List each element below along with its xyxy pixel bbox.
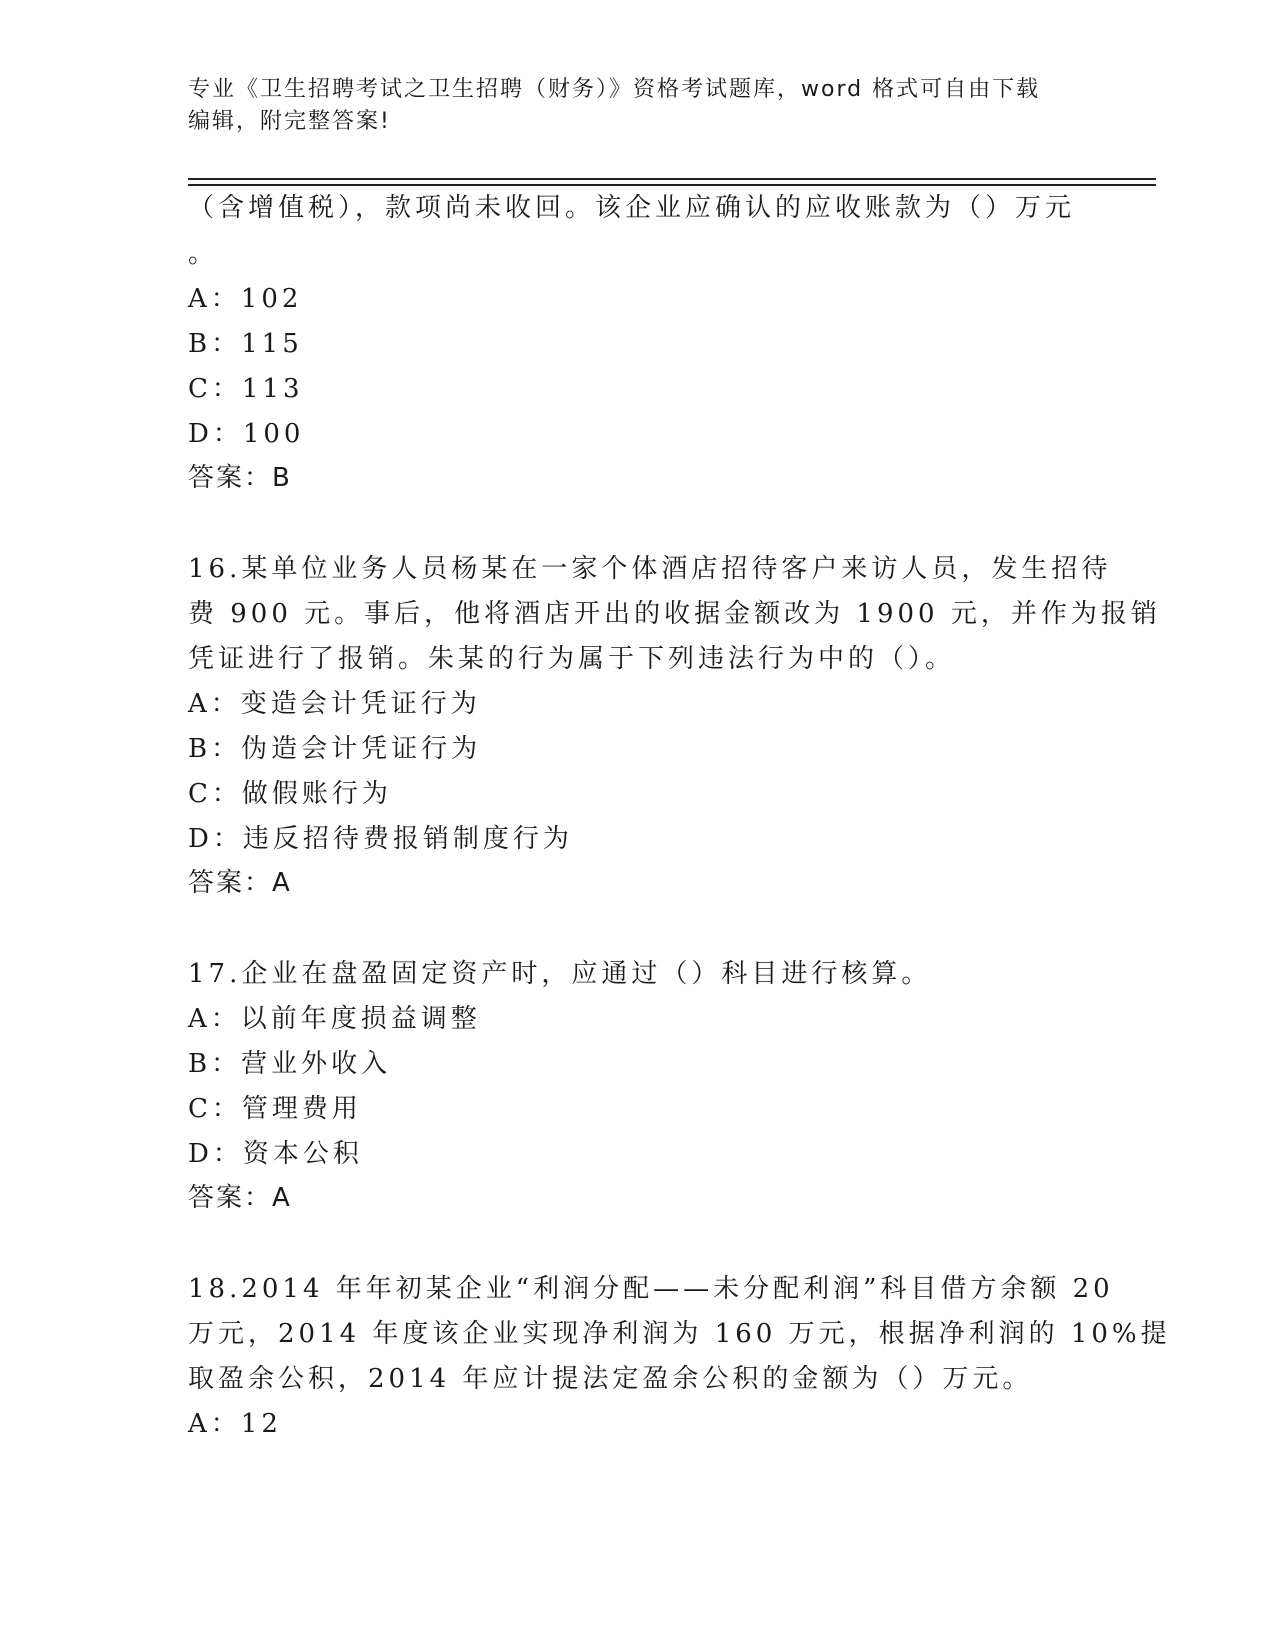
q17-option-c: C：管理费用 [188,1094,362,1124]
q17-option-b: B：营业外收入 [188,1049,392,1079]
q15-answer: 答案：B [188,463,292,493]
q18-stem-line-3: 取盈余公积，2014 年应计提法定盈余公积的金额为（）万元。 [188,1364,1033,1394]
q16-option-a: A：变造会计凭证行为 [188,689,481,719]
q16-stem-line-3: 凭证进行了报销。朱某的行为属于下列违法行为中的（）。 [188,644,956,674]
q15-option-d: D：100 [188,419,305,449]
header-divider-bottom [188,184,1156,186]
q18-option-a: A：12 [188,1409,282,1439]
header-line-1: 专业《卫生招聘考试之卫生招聘（财务）》资格考试题库，word 格式可自由下载 [188,77,1041,102]
q15-stem-line-2: 。 [188,239,219,269]
q16-option-d: D：违反招待费报销制度行为 [188,824,573,854]
document-header [188,74,1088,138]
q15-stem-line-1: （含增值税），款项尚未收回。该企业应确认的应收账款为（）万元 [188,193,1076,223]
header-divider-top [188,178,1156,180]
q16-option-c: C：做假账行为 [188,779,392,809]
q17-option-d: D：资本公积 [188,1139,363,1169]
q16-stem-line-1: 16.某单位业务人员杨某在一家个体酒店招待客户来访人员，发生招待 [188,554,1112,584]
q16-answer: 答案：A [188,868,292,898]
q18-stem-line-2: 万元，2014 年度该企业实现净利润为 160 万元，根据净利润的 10%提 [188,1319,1171,1349]
q17-stem-line-1: 17.企业在盘盈固定资产时，应通过（）科目进行核算。 [188,959,932,989]
q17-answer: 答案：A [188,1183,292,1213]
q18-stem-line-1: 18.2014 年年初某企业“利润分配——未分配利润”科目借方余额 20 [188,1274,1114,1304]
q16-stem-line-2: 费 900 元。事后，他将酒店开出的收据金额改为 1900 元，并作为报销 [188,599,1161,629]
header-line-2: 编辑，附完整答案! [188,109,391,134]
q15-option-c: C：113 [188,374,304,404]
q15-option-b: B：115 [188,329,303,359]
q16-option-b: B：伪造会计凭证行为 [188,734,482,764]
q15-option-a: A：102 [188,284,303,314]
q17-option-a: A：以前年度损益调整 [188,1004,481,1034]
